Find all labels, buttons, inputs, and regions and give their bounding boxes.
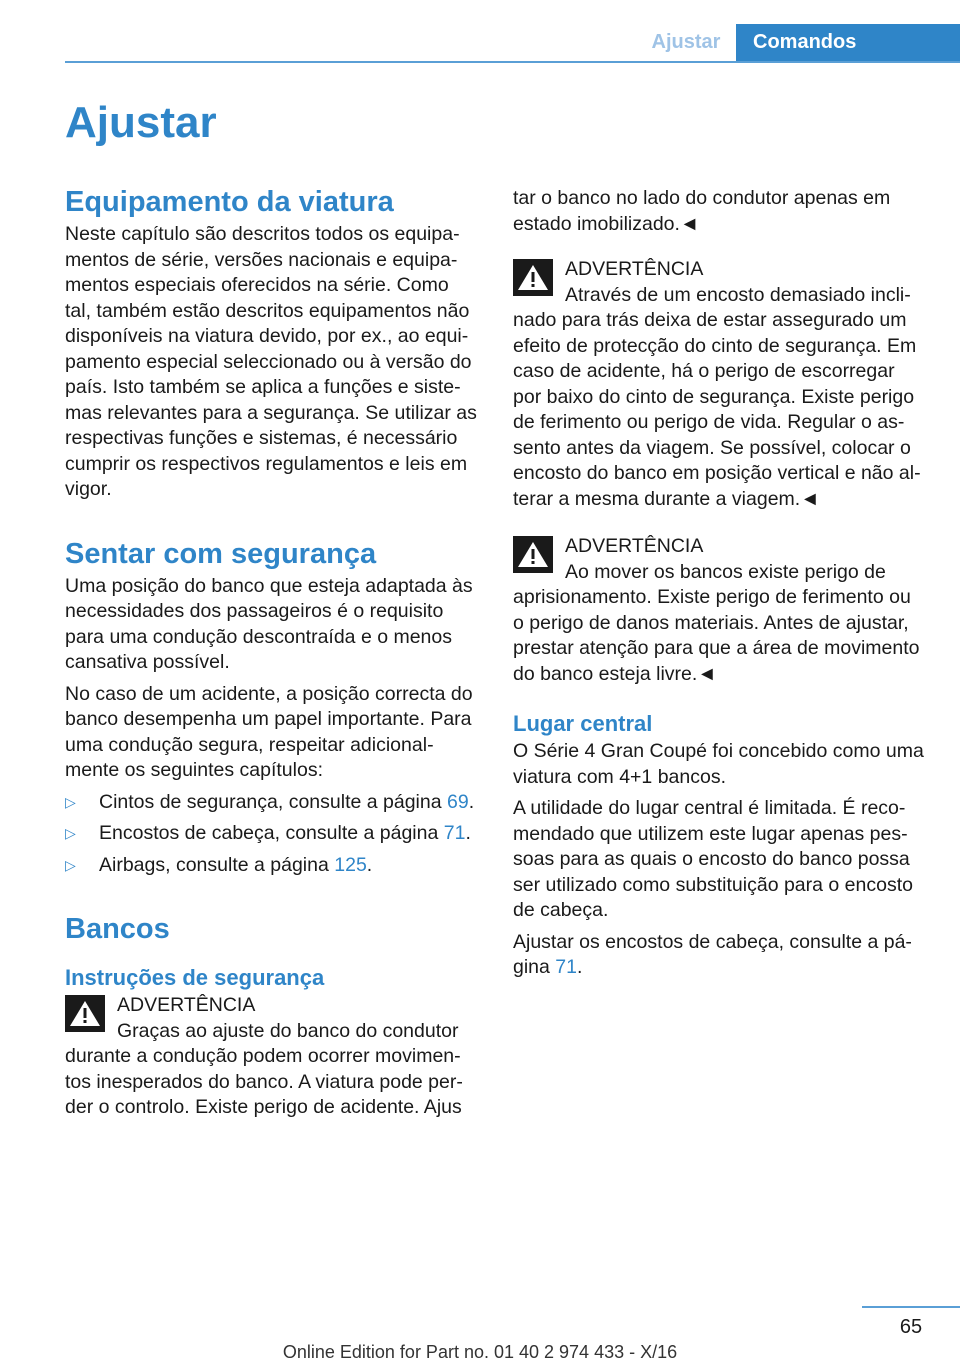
paragraph: A utilidade do lugar central é limitada. É recomendado que utilizem este lugar apenas pessoas para as quais o encosto do banco possa ser utilizado como substituição para o encosto de cabeça. <box>513 797 913 921</box>
tab-comandos[interactable]: Comandos <box>736 24 960 61</box>
paragraph: Neste capítulo são descritos todos os equipamentos de série, versões nacionais e equipamentos especiais oferecidos na série. Como tal, também estão descritos equipamentos não disponíveis na viatura devido, por ex., ao equipamento especial seleccionado ou à versão do país. Isto também se aplica a funções e sistemas relevantes para a segurança. Se utilizar as respectivas funções e sistemas, é necessário cumprir os respectivos regulamentos e leis em vigor. <box>65 223 477 500</box>
warning-text: Ao mover os bancos existe perigo de aprisionamento. Existe perigo de ferimento ou o perigo de danos materiais. Antes de ajustar, prestar atenção para que a área de movimento do banco esteja livre.◄ <box>513 560 920 685</box>
paragraph: tar o banco no lado do condutor apenas em estado imobilizado.◄ <box>513 187 891 235</box>
triangle-bullet-icon: ▷ <box>65 856 76 873</box>
section-title-bancos: Bancos <box>65 913 170 945</box>
section-title-sentar: Sentar com segurança <box>65 537 377 570</box>
paragraph: No caso de um acidente, a posição correcta do banco desempenha um papel importante. Para uma condução segura, respeitar adicionalmente os seguintes capítulos: <box>65 682 473 781</box>
triangle-bullet-icon: ▷ <box>65 825 76 841</box>
list-item: ▷ Encostos de cabeça, consulte a página 71. <box>65 821 477 847</box>
page-link[interactable]: 69 <box>446 790 469 813</box>
warning-text: Graças ao ajuste do banco do condutor durante a condução podem ocorrer movimentos inesperados do banco. A viatura pode perder o controlo. Existe perigo de acidente. Ajus <box>65 1019 463 1118</box>
paragraph: Uma posição do banco que esteja adaptada às necessidades dos passageiros é o requisito para uma condução descontraída e o menos cansativa possível. <box>65 574 473 673</box>
page-number: 65 <box>899 1316 923 1338</box>
warning-triangle-icon <box>513 536 553 573</box>
warning-text: Através de um encosto demasiado inclinado para trás deixa de estar assegurado um efeito de protecção do cinto de segurança. Em caso de acidente, há o perigo de escorregar por baixo do cinto de segurança. Existe perigo de ferimento ou perigo de vida. Regular o assento antes da viagem. Se possível, colocar o encosto do banco em posição vertical e não alterar a mesma durante a viagem.◄ <box>513 283 921 510</box>
right-column <box>513 186 925 987</box>
section-title-equipamento: Equipamento da viatura <box>65 186 394 218</box>
triangle-bullet-icon: ▷ <box>65 793 76 810</box>
chapter-title: Ajustar <box>65 98 217 147</box>
footer-rule <box>862 1306 960 1308</box>
paragraph: Ajustar os encostos de cabeça, consulte a página 71. <box>513 930 912 978</box>
header-rule <box>65 61 960 63</box>
warning-title: ADVERTÊNCIA <box>565 258 704 280</box>
subsection-title-lugar-central: Lugar central <box>513 711 653 736</box>
list-item: ▷ Airbags, consulte a página 125. <box>65 853 477 879</box>
warning-block <box>513 534 925 687</box>
warning-title: ADVERTÊNCIA <box>565 535 704 557</box>
paragraph: O Série 4 Gran Coupé foi concebido como uma viatura com 4+1 bancos. <box>513 740 924 788</box>
list-item: ▷ Cintos de segurança, consulte a página 69. <box>65 790 477 816</box>
edition-footer: Online Edition for Part no. 01 40 2 974 433 - X/16 <box>282 1342 678 1362</box>
warning-block <box>513 257 925 512</box>
left-column <box>65 182 477 1129</box>
tab-ajustar[interactable]: Ajustar <box>651 31 721 53</box>
warning-title: ADVERTÊNCIA <box>117 994 256 1016</box>
warning-block <box>65 993 477 1121</box>
chapter-list <box>65 790 477 879</box>
page-link[interactable]: 71 <box>555 956 577 978</box>
page-link[interactable]: 125 <box>334 853 367 876</box>
subsection-title-instrucoes: Instruções de segurança <box>65 965 325 990</box>
warning-triangle-icon <box>65 995 105 1032</box>
warning-triangle-icon <box>513 259 553 296</box>
page-link[interactable]: 71 <box>443 822 466 844</box>
